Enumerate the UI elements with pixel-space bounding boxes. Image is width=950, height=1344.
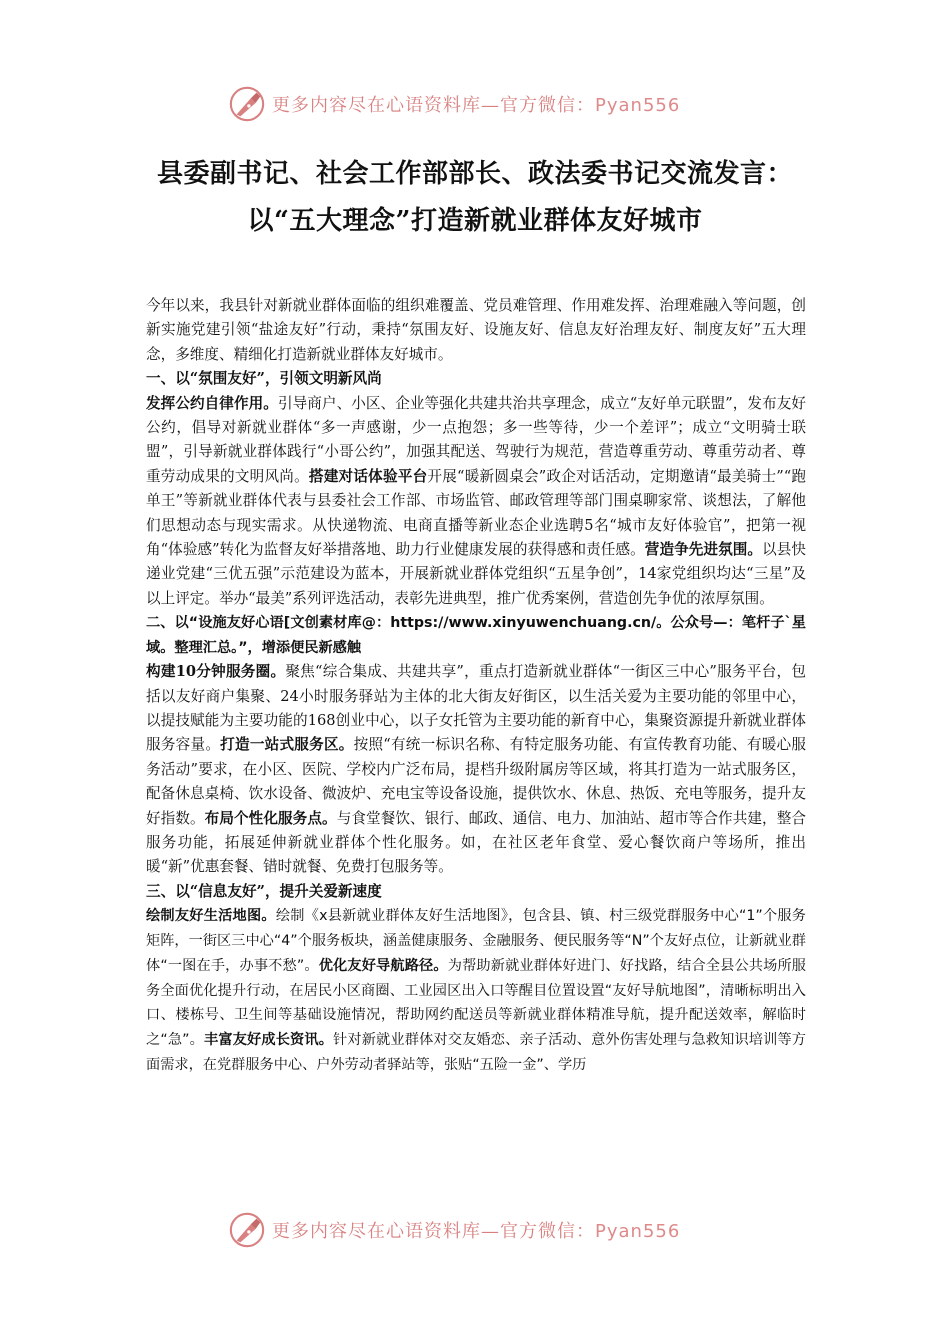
section3-lead3: 丰富友好成长资讯。 — [204, 1032, 334, 1049]
section1-text3: 以县快递业党建“三优五强”示范建设为蓝本，开展新就业群体党组织“五星争创”，14家党组织均达“三星”及以上评定。举办“最美”系列评选活动，表彰先进典型，推广优秀案例，营造创先争优的浓厚氛围。 — [146, 541, 806, 607]
section1-heading: 一、以“氛围友好”，引领文明新风尚 — [146, 370, 382, 388]
section3-lead2: 优化友好导航路径。 — [318, 957, 448, 974]
banner-label: 更多内容尽在心语资料库—官方微信： — [272, 95, 595, 116]
section3-paragraph — [146, 904, 806, 1078]
document-body — [146, 294, 806, 1078]
section2-lead1: 构建10分钟服务圈。 — [146, 663, 286, 681]
section1-paragraph — [146, 392, 806, 612]
section2-lead3: 布局个性化服务点。 — [204, 809, 337, 827]
section2-text2: 按照“有统一标识名称、有特定服务功能、有宣传教育功能、有暖心服务活动”要求，在小区、医院、学校内广泛布局，提档升级附属房等区域，将其打造为一站式服务区，配备休息桌椅、饮水设备、微波炉、充电宝等设备设施，提供饮水、休息、热饭、充电等服务，提升友好指数。 — [146, 736, 806, 827]
section2-text1: 聚焦“综合集成、共建共享”，重点打造新就业群体“一街区三中心”服务平台，包括以友好商户集聚、24小时服务驿站为主体的北大街友好街区，以生活关爱为主要功能的邻里中心，以提技赋能为主要功能的168创业中心，以子女托管为主要功能的新育中心，集聚资源提升新就业群体服务容量。 — [146, 663, 806, 754]
section3-text2: 为帮助新就业群体好进门、好找路，结合全县公共场所服务全面优化提升行动，在居民小区商圈、工业园区出入口等醒目位置设置“友好导航地图”，清晰标明出入口、楼栋号、卫生间等基础设施情况，帮助网约配送员等新就业群体精准导航，提升配送效率，解临时之“急”。 — [146, 957, 806, 1049]
footer-banner-wechat-id: Pyan556 — [595, 1221, 681, 1242]
pen-nib-icon — [228, 85, 266, 123]
section1-text1: 引导商户、小区、企业等强化共建共治共享理念，成立“友好单元联盟”，发布友好公约，倡导对新就业群体“多一声感谢，少一点抱怨；多一些等待，少一个差评”；成立“文明骑士联盟”，引导新就业群体践行“小哥公约”，加强其配送、驾驶行为规范，营造尊重劳动、尊重劳动者、尊重劳动成果的文明风尚。 — [146, 394, 806, 485]
pen-nib-icon — [228, 1211, 266, 1249]
footer-banner-text — [272, 1217, 680, 1243]
banner-wechat-id: Pyan556 — [595, 95, 681, 116]
section1-lead2: 搭建对话体验平台 — [308, 467, 428, 485]
footer-banner-label: 更多内容尽在心语资料库—官方微信： — [272, 1221, 595, 1242]
section2-lead2: 打造一站式服务区。 — [220, 736, 354, 754]
header-banner — [228, 84, 680, 124]
section3-lead1: 绘制友好生活地图。 — [146, 908, 276, 925]
page-title-line2: 以“五大理念”打造新就业群体友好城市 — [247, 206, 703, 236]
section2-paragraph — [146, 660, 806, 880]
banner-text — [272, 91, 680, 117]
section1-text2: 开展“暖新圆桌会”政企对话活动，定期邀请“最美骑士”“跑单王”等新就业群体代表与县委社会工作部、市场监管、邮政管理等部门围桌聊家常、谈想法，了解他们思想动态与现实需求。从快递物流、电商直播等新业态企业选聘5名“城市友好体验官”，把第一视角“体验感”转化为监督友好举措落地、助力行业健康发展的获得感和责任感。 — [146, 467, 806, 559]
section1-lead3: 营造争先进氛围。 — [644, 541, 763, 559]
section3-text3: 针对新就业群体对交友婚恋、亲子活动、意外伤害处理与急救知识培训等方面需求，在党群服务中心、户外劳动者驿站等，张贴“五险一金”、学历 — [146, 1032, 806, 1073]
section2-heading: 二、以“设施友好心语[文创素材库@：https://www.xinyuwenchuang.cn/。公众号—：笔杆子`星域。整理汇总。”，增添便民新感触 — [146, 615, 806, 656]
footer-banner — [228, 1210, 680, 1250]
page-title-line1: 县委副书记、社会工作部部长、政法委书记交流发言： — [156, 159, 793, 189]
section1-lead1: 发挥公约自律作用。 — [146, 394, 278, 412]
section2-text3: 与食堂餐饮、银行、邮政、通信、电力、加油站、超市等合作共建，整合服务功能，拓展延伸新就业群体个性化服务。如，在社区老年食堂、爱心餐饮商户等场所，推出暖“新”优惠套餐、错时就餐、免费打包服务等。 — [146, 809, 806, 876]
intro-paragraph: 今年以来，我县针对新就业群体面临的组织难覆盖、党员难管理、作用难发挥、治理难融入等问题，创新实施党建引领“盐途友好”行动，秉持“氛围友好、设施友好、信息友好治理友好、制度友好”五大理念，多维度、精细化打造新就业群体友好城市。 — [146, 297, 806, 363]
section3-text1: 绘制《x县新就业群体友好生活地图》，包含县、镇、村三级党群服务中心“1”个服务矩阵，一街区三中心“4”个服务板块，涵盖健康服务、金融服务、便民服务等“N”个友好点位，让新就业群体“一图在手，办事不愁”。 — [146, 908, 806, 974]
section3-heading: 三、以“信息友好”，提升关爱新速度 — [146, 882, 382, 900]
